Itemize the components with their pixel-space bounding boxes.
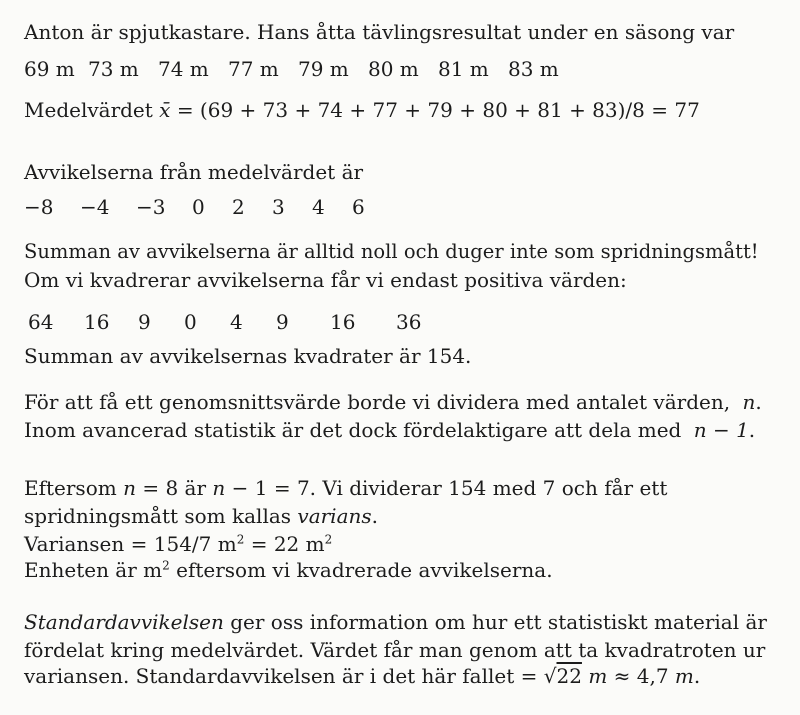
unit-line xyxy=(24,558,553,582)
std-line-1 xyxy=(24,610,767,634)
superscript: 2 xyxy=(162,558,170,573)
square-value: 64 xyxy=(28,310,54,334)
deviation-value: 0 xyxy=(192,195,205,219)
square-value: 9 xyxy=(138,310,151,334)
intro-text: Anton är spjutkastare. Hans åtta tävlingsresultat under en säsong var xyxy=(24,20,735,44)
result-value: 73 m xyxy=(88,57,139,81)
std-line-1-rest: ger oss information om hur ett statistiskt material är xyxy=(223,610,767,634)
result-value: 69 m xyxy=(24,57,75,81)
deviation-value: −8 xyxy=(24,195,54,219)
result-value: 80 m xyxy=(368,57,419,81)
deviation-value: 2 xyxy=(232,195,245,219)
std-line-3: variansen. Standardavvikelsen är i det här fallet = √22 m ≈ 4,7 m. xyxy=(24,664,701,688)
result-value: 74 m xyxy=(158,57,209,81)
deviations-row xyxy=(24,195,365,219)
since-eq-1: = 8 är xyxy=(142,476,207,500)
std-line-2: fördelat kring medelvärdet. Värdet får man genom att ta kvadratroten ur xyxy=(24,638,766,662)
square-value: 36 xyxy=(396,310,422,334)
mean-line xyxy=(24,98,700,122)
std-word: Standardavvikelsen xyxy=(24,610,224,634)
spread-prefix: spridningsmått som kallas xyxy=(24,504,292,528)
n-symbol: n xyxy=(123,476,136,500)
superscript: 2 xyxy=(324,532,333,547)
variance-word: varians xyxy=(297,504,372,528)
average-line-1: För att få ett genomsnittsvärde borde vi dividera med antalet värden, n. xyxy=(24,390,762,414)
sum-zero-text: Summan av avvikelserna är alltid noll och duger inte som spridningsmått! xyxy=(24,240,759,263)
since-line xyxy=(24,476,667,500)
variance-equation xyxy=(24,532,332,556)
sum-squares-text: Summan av avvikelsernas kvadrater är 154. xyxy=(24,344,472,368)
since-prefix: Eftersom xyxy=(24,476,117,500)
sqrt-sign: √ xyxy=(543,664,557,688)
n-symbol: n xyxy=(742,390,756,414)
square-value: 16 xyxy=(330,310,356,334)
square-value: 4 xyxy=(230,310,243,334)
mean-symbol: x̄ xyxy=(159,98,171,122)
average-line-2: Inom avancerad statistik är det dock fördelaktigare att dela med n − 1. xyxy=(24,418,756,442)
square-intro-text: Om vi kvadrerar avvikelserna får vi endast positiva värden: xyxy=(24,268,627,292)
result-value: 77 m xyxy=(228,57,279,81)
square-value: 0 xyxy=(184,310,197,334)
n-minus-1: n − 1 xyxy=(693,418,749,442)
deviation-heading: Avvikelserna från medelvärdet är xyxy=(24,160,364,184)
results-row xyxy=(24,57,559,81)
m-symbol: m xyxy=(674,664,694,688)
since-eq-2: − 1 = 7. Vi dividerar 154 med 7 och får ett xyxy=(231,476,668,500)
n-symbol: n xyxy=(212,476,226,500)
result-value: 81 m xyxy=(438,57,489,81)
result-value: 83 m xyxy=(508,57,559,81)
variance-eq-prefix: Variansen = 154/7 m xyxy=(24,532,237,556)
m-symbol: m xyxy=(588,664,608,688)
spread-line: spridningsmått som kallas varians. xyxy=(24,504,378,528)
unit-suffix: eftersom vi kvadrerade avvikelserna. xyxy=(169,558,553,582)
superscript: 2 xyxy=(236,532,245,547)
mean-formula: = (69 + 73 + 74 + 77 + 79 + 80 + 81 + 83)/8 = 77 xyxy=(176,98,700,122)
mean-label: Medelvärdet xyxy=(24,98,153,122)
deviation-value: 6 xyxy=(352,195,365,219)
approx-text: ≈ 4,7 xyxy=(607,664,669,688)
sqrt-value: 22 xyxy=(556,664,582,688)
average-text-1: För att få ett genomsnittsvärde borde vi dividera med antalet värden, xyxy=(24,390,731,414)
square-value: 16 xyxy=(84,310,110,334)
std-line-3-prefix: variansen. Standardavvikelsen är i det här fallet = xyxy=(24,664,538,688)
result-value: 79 m xyxy=(298,57,349,81)
variance-eq-mid: = 22 m xyxy=(244,532,325,556)
square-value: 9 xyxy=(276,310,289,334)
unit-prefix: Enheten är m xyxy=(24,558,163,582)
deviation-value: −3 xyxy=(136,195,166,219)
deviation-value: 4 xyxy=(312,195,325,219)
deviation-value: 3 xyxy=(272,195,285,219)
squares-row xyxy=(28,310,421,334)
average-text-2: Inom avancerad statistik är det dock fördelaktigare att dela med xyxy=(24,418,682,442)
deviation-value: −4 xyxy=(80,195,110,219)
